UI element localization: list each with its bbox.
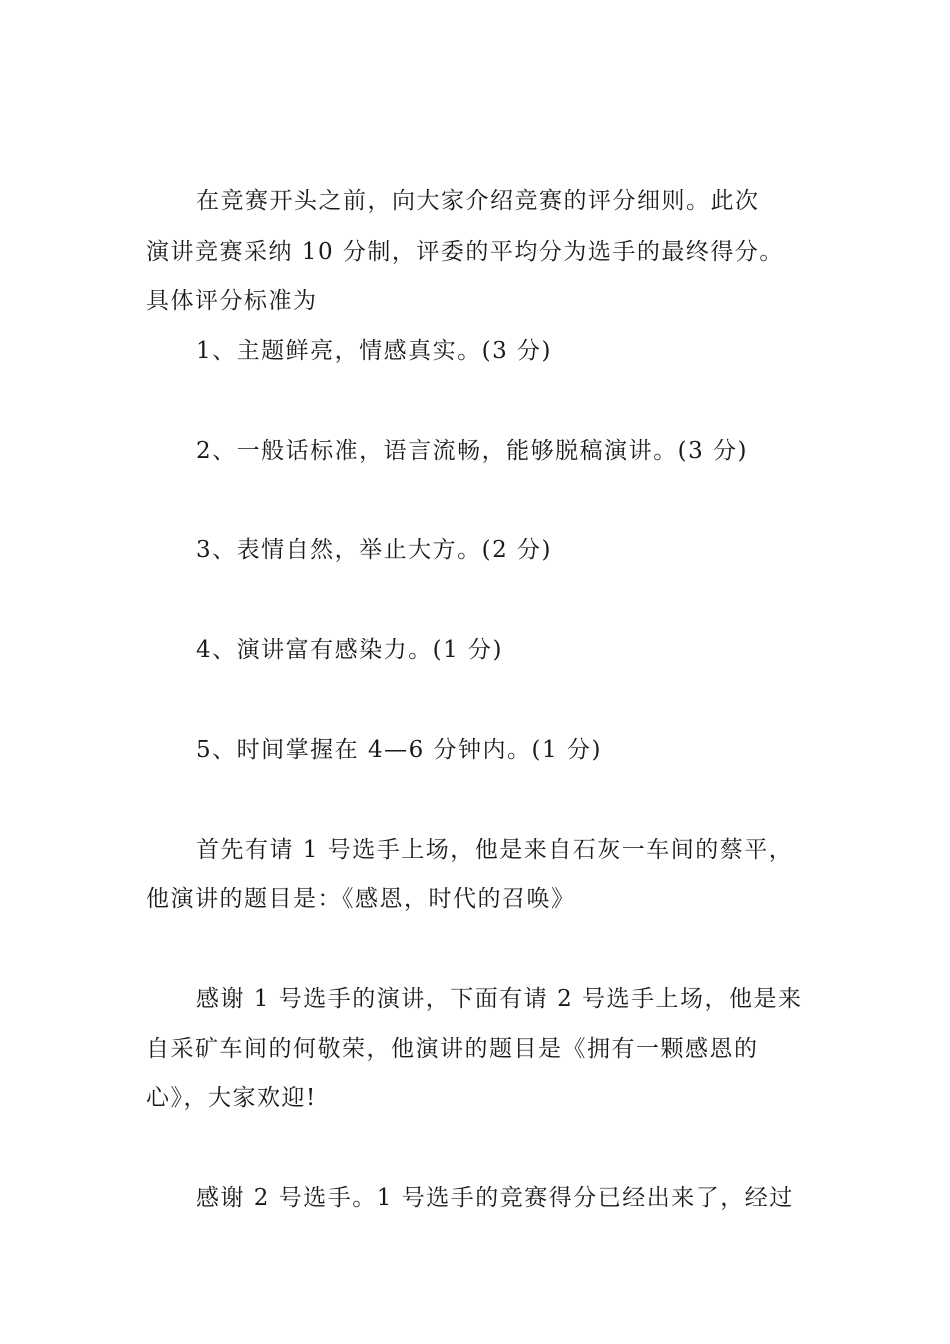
criteria-item-2: 2、一般话标准，语言流畅，能够脱稿演讲。(3 分) — [196, 438, 749, 464]
score-line-1: 感谢 2 号选手。1 号选手的竞赛得分已经出来了，经过 — [196, 1185, 794, 1211]
criteria-item-1: 1、主题鲜亮，情感真实。(3 分) — [196, 338, 553, 364]
speaker2-line-1: 感谢 1 号选手的演讲，下面有请 2 号选手上场，他是来 — [196, 986, 803, 1012]
criteria-item-5: 5、时间掌握在 4—6 分钟内。(1 分) — [196, 737, 602, 763]
speaker1-line-1: 首先有请 1 号选手上场，他是来自石灰一车间的蔡平， — [196, 837, 794, 863]
intro-line-2: 演讲竞赛采纳 10 分制，评委的平均分为选手的最终得分。 — [146, 239, 784, 265]
speaker1-line-2: 他演讲的题目是：《感恩，时代的召唤》 — [146, 886, 576, 912]
speaker2-line-2: 自采矿车间的何敬荣，他演讲的题目是《拥有一颗感恩的 — [146, 1036, 759, 1062]
intro-line-3: 具体评分标准为 — [146, 288, 318, 314]
criteria-item-3: 3、表情自然，举止大方。(2 分) — [196, 537, 553, 563]
criteria-item-4: 4、演讲富有感染力。(1 分) — [196, 637, 504, 663]
intro-line-1: 在竞赛开头之前，向大家介绍竞赛的评分细则。此次 — [196, 188, 760, 214]
speaker2-line-3: 心》，大家欢迎! — [146, 1085, 317, 1111]
